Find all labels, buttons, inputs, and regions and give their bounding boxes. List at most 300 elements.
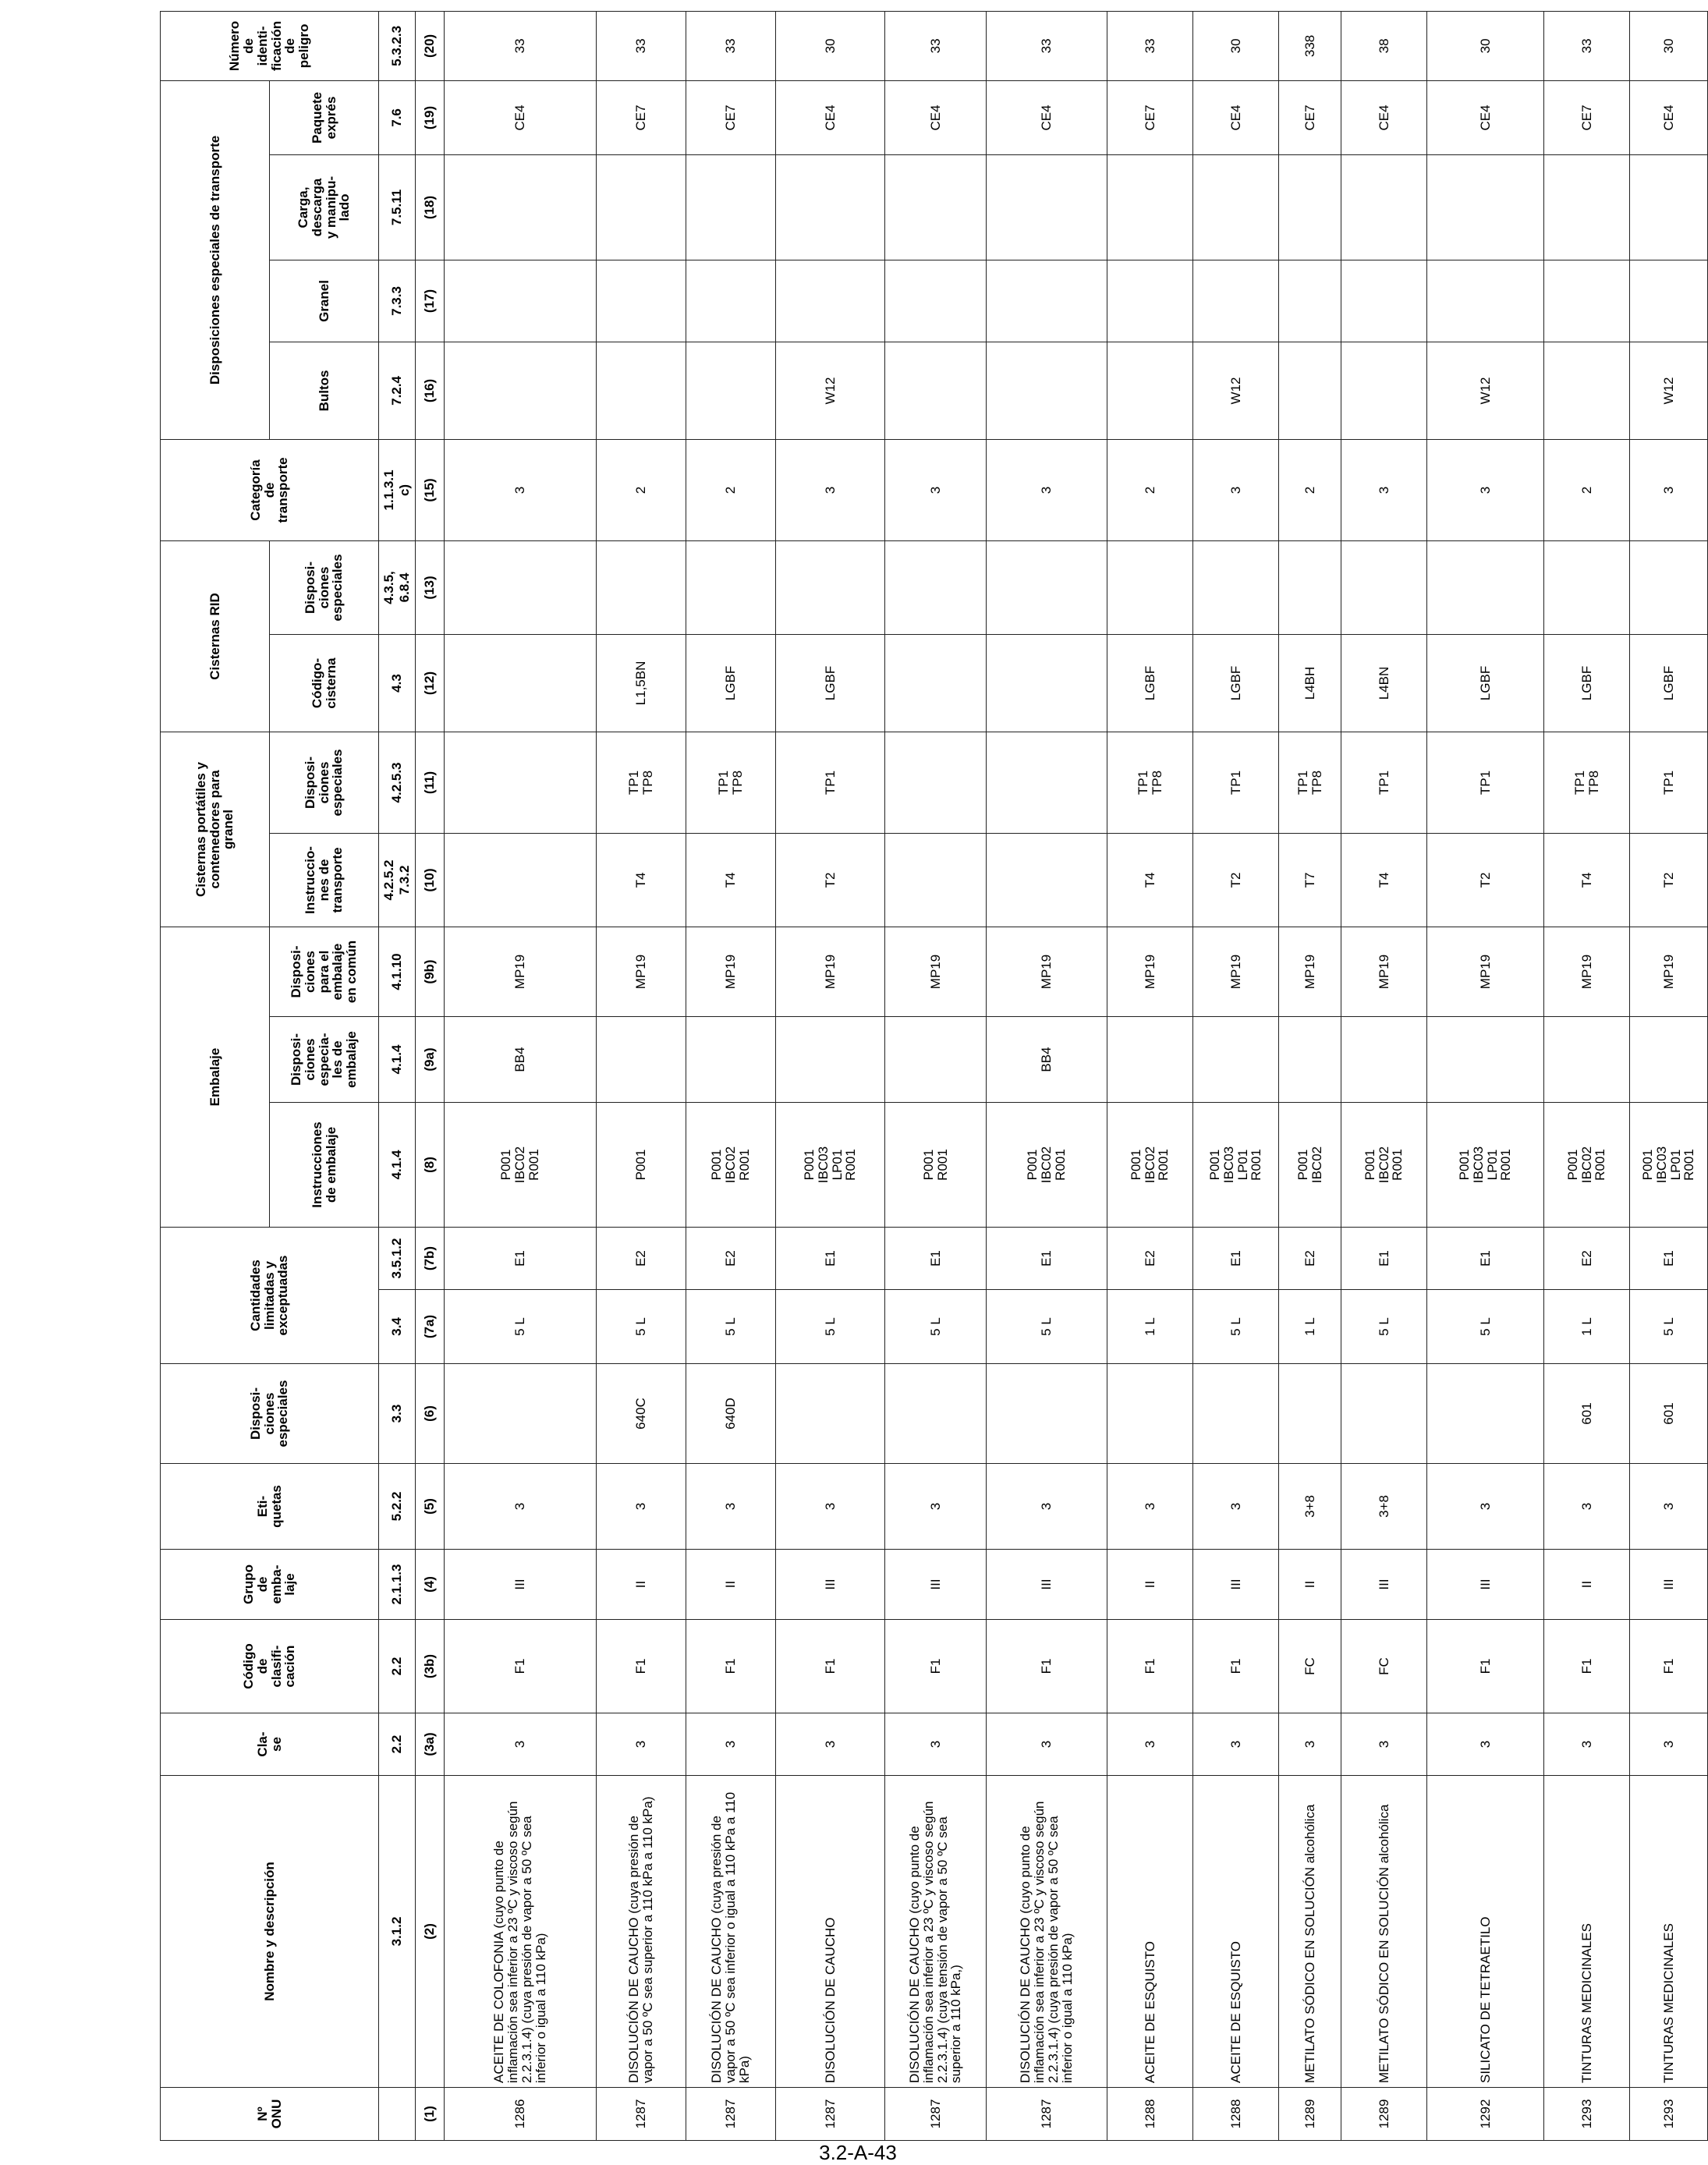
cell-c9a	[686, 1017, 776, 1103]
table-row	[445, 11, 597, 2140]
header-etiquetas: Eti- quetas	[161, 1464, 379, 1550]
header-cisternas-portatiles: Cisternas portátiles y contenedores para granel	[161, 732, 270, 927]
cell-onu: 1287	[987, 2088, 1107, 2141]
table-row	[987, 11, 1107, 2140]
cell-disp: 601	[1630, 1364, 1708, 1464]
cell-codigo: F1	[686, 1620, 776, 1713]
cell-etiq: 3	[1107, 1464, 1193, 1550]
reference-cell: 4.2.5.3	[379, 732, 416, 833]
cell-etiq: 3	[1544, 1464, 1630, 1550]
cell-c19: CE4	[1630, 80, 1708, 154]
cell-c9a	[1544, 1017, 1630, 1103]
cell-c9a	[776, 1017, 885, 1103]
cell-c12	[445, 634, 597, 732]
column-number-cell: (7b)	[416, 1228, 445, 1290]
cell-c9a	[1630, 1017, 1708, 1103]
cell-c10: T4	[1544, 833, 1630, 927]
cell-c9b: MP19	[1341, 927, 1427, 1016]
cell-c12: LGBF	[1630, 634, 1708, 732]
reference-cell	[379, 2088, 416, 2141]
cell-c11: TP1	[1341, 732, 1427, 833]
reference-cell: 4.3	[379, 634, 416, 732]
cell-c13	[686, 540, 776, 634]
cell-c13	[987, 540, 1107, 634]
cell-c9a	[1427, 1017, 1544, 1103]
cell-clase: 3	[987, 1713, 1107, 1776]
cell-c11: TP1	[1193, 732, 1279, 833]
reference-cell: 2.2	[379, 1713, 416, 1776]
cell-disp	[987, 1364, 1107, 1464]
cell-c11	[445, 732, 597, 833]
cell-c17	[885, 260, 987, 342]
header-clase: Cla- se	[161, 1713, 379, 1776]
cell-instr: P001 IBC03 LP01 R001	[1193, 1103, 1279, 1228]
cell-c12: L4BH	[1279, 634, 1341, 732]
cell-c10	[885, 833, 987, 927]
cell-c11: TP1	[1427, 732, 1544, 833]
cell-c13	[1341, 540, 1427, 634]
cell-c19: CE7	[1544, 80, 1630, 154]
cell-c7b: E1	[1630, 1228, 1708, 1290]
cell-c7b: E2	[1279, 1228, 1341, 1290]
cell-name: ACEITE DE COLOFONIA (cuyo punto de inflamación sea inferior a 23 ºC y viscoso según 2.2.3.1.4) (cuya presión de vapor a 50 ºC sea inferior o igual a 110 kPa)	[445, 1776, 597, 2088]
cell-c16	[445, 342, 597, 439]
table-row	[1544, 11, 1630, 2140]
reference-cell: 7.6	[379, 80, 416, 154]
cell-grupo: II	[597, 1550, 686, 1620]
cell-c16	[1544, 342, 1630, 439]
cell-c17	[1544, 260, 1630, 342]
cell-c9b: MP19	[1630, 927, 1708, 1016]
cell-onu: 1286	[445, 2088, 597, 2141]
cell-grupo: III	[1630, 1550, 1708, 1620]
cell-c12	[885, 634, 987, 732]
header-granel: Granel	[270, 260, 379, 342]
cell-c9a	[1107, 1017, 1193, 1103]
column-number-cell: (18)	[416, 154, 445, 260]
cell-c20: 30	[1630, 11, 1708, 80]
cell-c17	[1193, 260, 1279, 342]
reference-cell: 4.3.5, 6.8.4	[379, 540, 416, 634]
cell-grupo: III	[445, 1550, 597, 1620]
cell-c11: TP1	[776, 732, 885, 833]
cell-codigo: F1	[885, 1620, 987, 1713]
cell-grupo: III	[1193, 1550, 1279, 1620]
cell-c20: 338	[1279, 11, 1341, 80]
cell-c15: 3	[1427, 439, 1544, 540]
cell-c9a	[597, 1017, 686, 1103]
table-row	[1341, 11, 1427, 2140]
cell-c10: T2	[1427, 833, 1544, 927]
cell-etiq: 3	[445, 1464, 597, 1550]
cell-c7b: E1	[1341, 1228, 1427, 1290]
cell-name: SILICATO DE TETRAETILO	[1427, 1776, 1544, 2088]
reference-cell: 4.2.5.2 7.3.2	[379, 833, 416, 927]
cell-c18	[1544, 154, 1630, 260]
reference-cell: 7.3.3	[379, 260, 416, 342]
cell-disp	[1107, 1364, 1193, 1464]
header-disposiciones-transporte: Disposiciones especiales de transporte	[161, 80, 270, 439]
cell-c9b: MP19	[597, 927, 686, 1016]
cell-c12: LGBF	[1107, 634, 1193, 732]
cell-onu: 1288	[1107, 2088, 1193, 2141]
cell-etiq: 3	[1630, 1464, 1708, 1550]
cell-instr: P001	[597, 1103, 686, 1228]
cell-instr: P001 IBC02 R001	[445, 1103, 597, 1228]
cell-etiq: 3	[686, 1464, 776, 1550]
cell-c13	[1279, 540, 1341, 634]
cell-disp	[1193, 1364, 1279, 1464]
cell-c18	[1107, 154, 1193, 260]
cell-c15: 2	[1279, 439, 1341, 540]
cell-c7a: 5 L	[987, 1290, 1107, 1364]
cell-onu: 1292	[1427, 2088, 1544, 2141]
cell-c13	[1544, 540, 1630, 634]
cell-codigo: F1	[445, 1620, 597, 1713]
cell-c11: TP1 TP8	[597, 732, 686, 833]
cell-c7a: 5 L	[1427, 1290, 1544, 1364]
cell-disp	[445, 1364, 597, 1464]
cell-c9b: MP19	[445, 927, 597, 1016]
header-grupo-embalaje: Grupo de emba- laje	[161, 1550, 379, 1620]
column-number-cell: (17)	[416, 260, 445, 342]
cell-c10: T4	[686, 833, 776, 927]
cell-c10: T4	[1341, 833, 1427, 927]
column-number-row	[416, 11, 445, 2140]
cell-c9b: MP19	[776, 927, 885, 1016]
cell-instr: P001 IBC02 R001	[686, 1103, 776, 1228]
cell-c17	[445, 260, 597, 342]
column-number-cell: (11)	[416, 732, 445, 833]
cell-c9a: BB4	[987, 1017, 1107, 1103]
cell-c17	[987, 260, 1107, 342]
cell-c20: 33	[885, 11, 987, 80]
column-number-cell: (9a)	[416, 1017, 445, 1103]
cell-instr: P001 IBC03 LP01 R001	[1630, 1103, 1708, 1228]
cell-c11	[987, 732, 1107, 833]
cell-c12	[987, 634, 1107, 732]
reference-cell: 3.3	[379, 1364, 416, 1464]
cell-c12: L4BN	[1341, 634, 1427, 732]
cell-c17	[686, 260, 776, 342]
cell-name: DISOLUCIÓN DE CAUCHO (cuyo punto de inflamación sea inferior a 23 ºC y viscoso según 2.2.3.1.4) (cuya tensión de vapor a 50 ºC sea superior a 110 kPa,)	[885, 1776, 987, 2088]
column-number-cell: (20)	[416, 11, 445, 80]
header-embalaje: Embalaje	[161, 927, 270, 1227]
cell-codigo: FC	[1341, 1620, 1427, 1713]
cell-onu: 1287	[885, 2088, 987, 2141]
cell-name: TINTURAS MEDICINALES	[1544, 1776, 1630, 2088]
column-number-cell: (3a)	[416, 1713, 445, 1776]
cell-clase: 3	[1341, 1713, 1427, 1776]
cell-clase: 3	[1427, 1713, 1544, 1776]
cell-etiq: 3	[597, 1464, 686, 1550]
cell-c20: 33	[1544, 11, 1630, 80]
cell-c7b: E1	[885, 1228, 987, 1290]
cell-clase: 3	[445, 1713, 597, 1776]
reference-cell: 2.2	[379, 1620, 416, 1713]
cell-c11: TP1 TP8	[686, 732, 776, 833]
reference-cell: 5.3.2.3	[379, 11, 416, 80]
cell-c7b: E1	[776, 1228, 885, 1290]
cell-c12: L1,5BN	[597, 634, 686, 732]
cell-c13	[1107, 540, 1193, 634]
cell-c15: 2	[1544, 439, 1630, 540]
cell-disp: 640D	[686, 1364, 776, 1464]
reference-cell: 2.1.1.3	[379, 1550, 416, 1620]
reference-cell: 1.1.3.1 c)	[379, 439, 416, 540]
cell-c9b: MP19	[1427, 927, 1544, 1016]
table-row	[1427, 11, 1544, 2140]
cell-c16	[1279, 342, 1341, 439]
cell-c10	[987, 833, 1107, 927]
cell-c7b: E2	[1544, 1228, 1630, 1290]
cell-c7a: 5 L	[1630, 1290, 1708, 1364]
cell-c20: 30	[1193, 11, 1279, 80]
cell-grupo: III	[987, 1550, 1107, 1620]
cell-c15: 3	[987, 439, 1107, 540]
cell-grupo: II	[1544, 1550, 1630, 1620]
cell-c10: T2	[1193, 833, 1279, 927]
cell-c20: 30	[1427, 11, 1544, 80]
cell-c20: 33	[686, 11, 776, 80]
cell-instr: P001 IBC02 R001	[987, 1103, 1107, 1228]
cell-c7b: E1	[445, 1228, 597, 1290]
cell-c16: W12	[1193, 342, 1279, 439]
cell-c18	[776, 154, 885, 260]
cell-c17	[1341, 260, 1427, 342]
cell-name: DISOLUCIÓN DE CAUCHO (cuya presión de vapor a 50 ºC sea superior a 110 kPa a 110 kPa)	[597, 1776, 686, 2088]
cell-c9a	[1193, 1017, 1279, 1103]
cell-c13	[776, 540, 885, 634]
cell-c7b: E2	[1107, 1228, 1193, 1290]
cell-c9b: MP19	[1193, 927, 1279, 1016]
header-categoria-transporte: Categoría de transporte	[161, 439, 379, 540]
column-number-cell: (15)	[416, 439, 445, 540]
cell-c19: CE4	[1427, 80, 1544, 154]
header-carga-descarga: Carga, descarga y manipu- lado	[270, 154, 379, 260]
cell-codigo: F1	[1193, 1620, 1279, 1713]
cell-disp	[1427, 1364, 1544, 1464]
cell-name: ACEITE DE ESQUISTO	[1107, 1776, 1193, 2088]
cell-c9b: MP19	[1544, 927, 1630, 1016]
cell-c16	[1341, 342, 1427, 439]
cell-codigo: F1	[1427, 1620, 1544, 1713]
column-number-cell: (6)	[416, 1364, 445, 1464]
cell-grupo: III	[1341, 1550, 1427, 1620]
cell-c16	[1107, 342, 1193, 439]
cell-c19: CE4	[1193, 80, 1279, 154]
cell-c7a: 5 L	[885, 1290, 987, 1364]
cell-c7b: E1	[987, 1228, 1107, 1290]
cell-c20: 33	[445, 11, 597, 80]
cell-c20: 33	[987, 11, 1107, 80]
cell-codigo: F1	[597, 1620, 686, 1713]
cell-c9b: MP19	[885, 927, 987, 1016]
cell-c18	[597, 154, 686, 260]
cell-codigo: FC	[1279, 1620, 1341, 1713]
cell-c7a: 1 L	[1279, 1290, 1341, 1364]
column-number-cell: (10)	[416, 833, 445, 927]
header-disp-especiales-embalaje: Disposi- ciones especia- les de embalaje	[270, 1017, 379, 1103]
cell-grupo: II	[1107, 1550, 1193, 1620]
cell-clase: 3	[1279, 1713, 1341, 1776]
cell-c7b: E1	[1427, 1228, 1544, 1290]
cell-onu: 1288	[1193, 2088, 1279, 2141]
cell-c7a: 1 L	[1107, 1290, 1193, 1364]
cell-etiq: 3+8	[1279, 1464, 1341, 1550]
dangerous-goods-table	[160, 11, 1708, 2141]
cell-grupo: III	[885, 1550, 987, 1620]
cell-c19: CE4	[987, 80, 1107, 154]
header-cisternas-rid: Cisternas RID	[161, 540, 270, 732]
cell-c16: W12	[776, 342, 885, 439]
reference-cell: 3.5.1.2	[379, 1228, 416, 1290]
table-row	[776, 11, 885, 2140]
cell-c19: CE4	[776, 80, 885, 154]
cell-disp	[885, 1364, 987, 1464]
cell-codigo: F1	[1630, 1620, 1708, 1713]
cell-c11	[885, 732, 987, 833]
cell-clase: 3	[1107, 1713, 1193, 1776]
header-nombre: Nombre y descripción	[161, 1776, 379, 2088]
cell-c16: W12	[1427, 342, 1544, 439]
cell-grupo: III	[1427, 1550, 1544, 1620]
cell-onu: 1287	[597, 2088, 686, 2141]
cell-codigo: F1	[1107, 1620, 1193, 1713]
cell-instr: P001 R001	[885, 1103, 987, 1228]
cell-c13	[1193, 540, 1279, 634]
header-instrucciones-embalaje: Instrucciones de embalaje	[270, 1103, 379, 1228]
header-instrucciones-transporte: Instruccio- nes de transporte	[270, 833, 379, 927]
cell-c19: CE4	[885, 80, 987, 154]
cell-c7a: 5 L	[1341, 1290, 1427, 1364]
header-codigo-clasificacion: Código de clasifi- cación	[161, 1620, 379, 1713]
cell-onu: 1293	[1630, 2088, 1708, 2141]
cell-c10: T2	[776, 833, 885, 927]
cell-instr: P001 IBC02	[1279, 1103, 1341, 1228]
column-number-cell: (13)	[416, 540, 445, 634]
cell-c18	[686, 154, 776, 260]
column-number-cell: (9b)	[416, 927, 445, 1016]
cell-disp	[1279, 1364, 1341, 1464]
cell-clase: 3	[885, 1713, 987, 1776]
cell-c19: CE7	[686, 80, 776, 154]
cell-c11: TP1 TP8	[1544, 732, 1630, 833]
cell-clase: 3	[686, 1713, 776, 1776]
header-disposiciones-especiales: Disposi- ciones especiales	[161, 1364, 379, 1464]
cell-c10: T4	[597, 833, 686, 927]
header-no-onu: Nº ONU	[161, 2088, 379, 2141]
cell-c9b: MP19	[1279, 927, 1341, 1016]
cell-c18	[1427, 154, 1544, 260]
cell-c20: 33	[597, 11, 686, 80]
cell-instr: P001 IBC03 LP01 R001	[1427, 1103, 1544, 1228]
cell-c17	[1630, 260, 1708, 342]
cell-c20: 30	[776, 11, 885, 80]
reference-row	[379, 11, 416, 2140]
cell-onu: 1293	[1544, 2088, 1630, 2141]
column-number-cell: (3b)	[416, 1620, 445, 1713]
cell-c16	[597, 342, 686, 439]
cell-c15: 3	[885, 439, 987, 540]
cell-grupo: II	[1279, 1550, 1341, 1620]
cell-c17	[1107, 260, 1193, 342]
table-row	[1630, 11, 1708, 2140]
cell-c15: 2	[597, 439, 686, 540]
table-row	[885, 11, 987, 2140]
cell-c7b: E1	[1193, 1228, 1279, 1290]
cell-disp	[1341, 1364, 1427, 1464]
cell-c7a: 5 L	[1193, 1290, 1279, 1364]
cell-c15: 2	[686, 439, 776, 540]
cell-c10	[445, 833, 597, 927]
cell-c18	[987, 154, 1107, 260]
cell-c13	[1630, 540, 1708, 634]
cell-disp: 640C	[597, 1364, 686, 1464]
cell-onu: 1289	[1279, 2088, 1341, 2141]
header-paquete-expres: Paquete exprés	[270, 80, 379, 154]
cell-c9a	[1279, 1017, 1341, 1103]
table-row	[1279, 11, 1341, 2140]
header-codigo-cisterna: Código- cisterna	[270, 634, 379, 732]
cell-c15: 3	[776, 439, 885, 540]
cell-c13	[445, 540, 597, 634]
column-number-cell: (19)	[416, 80, 445, 154]
cell-grupo: III	[776, 1550, 885, 1620]
table-row	[686, 11, 776, 2140]
cell-c7a: 5 L	[686, 1290, 776, 1364]
cell-etiq: 3	[885, 1464, 987, 1550]
column-number-cell: (8)	[416, 1103, 445, 1228]
reference-cell: 4.1.10	[379, 927, 416, 1016]
cell-c15: 2	[1107, 439, 1193, 540]
cell-codigo: F1	[776, 1620, 885, 1713]
reference-cell: 7.2.4	[379, 342, 416, 439]
cell-c17	[776, 260, 885, 342]
column-number-cell: (1)	[416, 2088, 445, 2141]
cell-c17	[597, 260, 686, 342]
page-number: 3.2-A-43	[819, 2141, 897, 2164]
cell-c19: CE7	[1279, 80, 1341, 154]
cell-c12: LGBF	[1193, 634, 1279, 732]
cell-c11: TP1 TP8	[1279, 732, 1341, 833]
reference-cell: 5.2.2	[379, 1464, 416, 1550]
cell-onu: 1287	[776, 2088, 885, 2141]
cell-onu: 1289	[1341, 2088, 1427, 2141]
cell-c15: 3	[1341, 439, 1427, 540]
cell-clase: 3	[1630, 1713, 1708, 1776]
cell-c11: TP1 TP8	[1107, 732, 1193, 833]
cell-c7b: E2	[597, 1228, 686, 1290]
cell-c15: 3	[1193, 439, 1279, 540]
cell-c19: CE4	[445, 80, 597, 154]
reference-cell: 3.4	[379, 1290, 416, 1364]
cell-c12: LGBF	[686, 634, 776, 732]
table-row	[1107, 11, 1193, 2140]
cell-c12: LGBF	[1427, 634, 1544, 732]
column-number-cell: (16)	[416, 342, 445, 439]
cell-c7a: 1 L	[1544, 1290, 1630, 1364]
cell-c18	[885, 154, 987, 260]
cell-c7a: 5 L	[597, 1290, 686, 1364]
cell-name: DISOLUCIÓN DE CAUCHO	[776, 1776, 885, 2088]
cell-instr: P001 IBC02 R001	[1107, 1103, 1193, 1228]
column-number-cell: (5)	[416, 1464, 445, 1550]
cell-c18	[1279, 154, 1341, 260]
table-row	[1193, 11, 1279, 2140]
header-numero-peligro: Número de identi- ficación de peligro	[161, 11, 379, 80]
reference-cell: 4.1.4	[379, 1103, 416, 1228]
